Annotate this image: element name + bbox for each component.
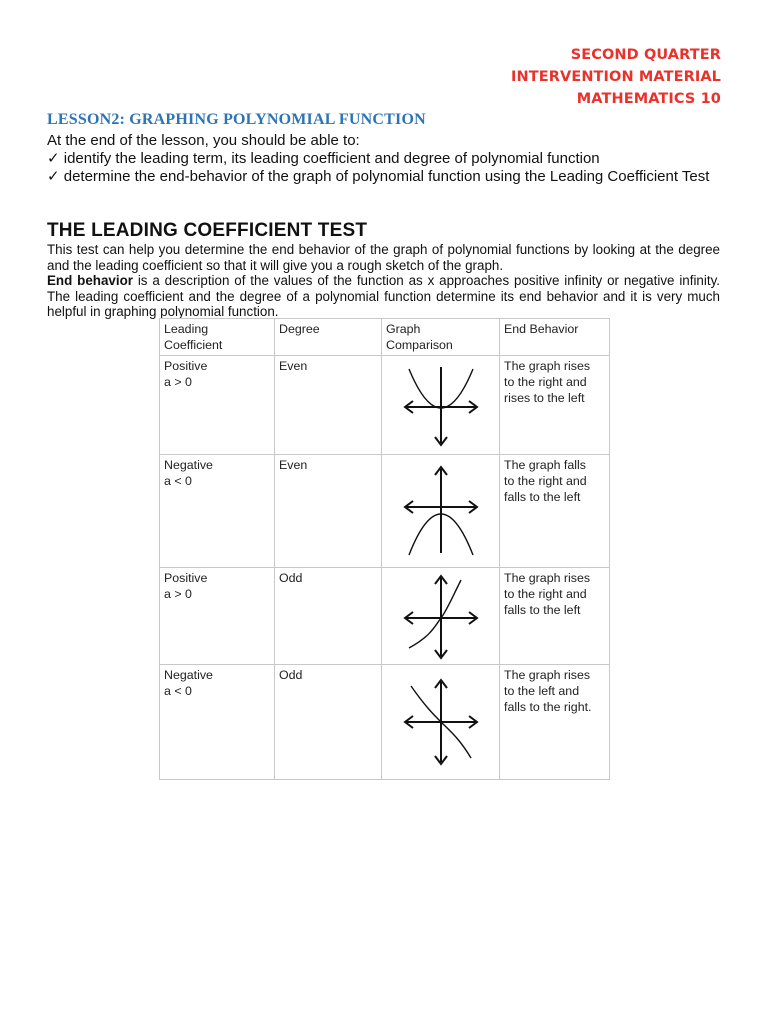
graph-cell [382,665,500,780]
objective-1: ✓ identify the leading term, its leading coefficient and degree of polynomial function [47,150,600,167]
leading-coefficient-cell: Negative a < 0 [160,665,275,780]
material-label: INTERVENTION MATERIAL [511,69,721,85]
table-row [160,356,610,455]
leading-coefficient-table [159,318,609,780]
header-end-behavior: End Behavior [500,319,610,356]
degree-cell: Even [275,356,382,455]
end-behavior-cell: The graph rises to the right and rises to the left [500,356,610,455]
leading-coefficient-cell: Positive a > 0 [160,356,275,455]
end-behavior-term: End behavior [47,273,133,288]
graph-cell [382,568,500,665]
degree-cell: Even [275,455,382,568]
leading-coefficient-cell: Positive a > 0 [160,568,275,665]
odd-positive-graph [401,572,481,660]
graph-cell [382,455,500,568]
even-negative-graph [401,463,481,559]
header-degree: Degree [275,319,382,356]
end-behavior-text: is a description of the values of the function as x approaches positive infinity or negative infinity. The leading coefficient and the degree of a polynomial function determine its end behavior and it is very much helpful in graphing polynomial function. [47,273,720,319]
end-behavior-definition [47,273,720,320]
objective-2: ✓ determine the end-behavior of the graph of polynomial function using the Leading Coefficient Test [47,168,710,185]
lesson-intro [47,132,727,186]
end-behavior-cell: The graph falls to the right and falls to the left [500,455,610,568]
header-graph-comparison: Graph Comparison [382,319,500,356]
section-title: THE LEADING COEFFICIENT TEST [47,220,368,241]
document-header [511,44,721,110]
lesson-title: LESSON2: GRAPHING POLYNOMIAL FUNCTION [47,111,426,128]
quarter-label: SECOND QUARTER [570,47,721,63]
table-header-row [160,319,610,356]
even-positive-graph [401,361,481,449]
degree-cell: Odd [275,568,382,665]
graph-cell [382,356,500,455]
comparison-table [159,318,610,780]
subject-label: MATHEMATICS 10 [576,91,721,107]
table-row [160,568,610,665]
intro-text: At the end of the lesson, you should be able to: [47,132,360,149]
table-row [160,665,610,780]
table-row [160,455,610,568]
leading-coefficient-cell: Negative a < 0 [160,455,275,568]
degree-cell: Odd [275,665,382,780]
odd-negative-graph [401,676,481,768]
test-description: This test can help you determine the end behavior of the graph of polynomial functions by looking at the degree and the leading coefficient so that it will give you a rough sketch of the graph. [47,242,720,273]
header-leading-coefficient: Leading Coefficient [160,319,275,356]
end-behavior-cell: The graph rises to the right and falls to the left [500,568,610,665]
end-behavior-cell: The graph rises to the left and falls to the right. [500,665,610,780]
